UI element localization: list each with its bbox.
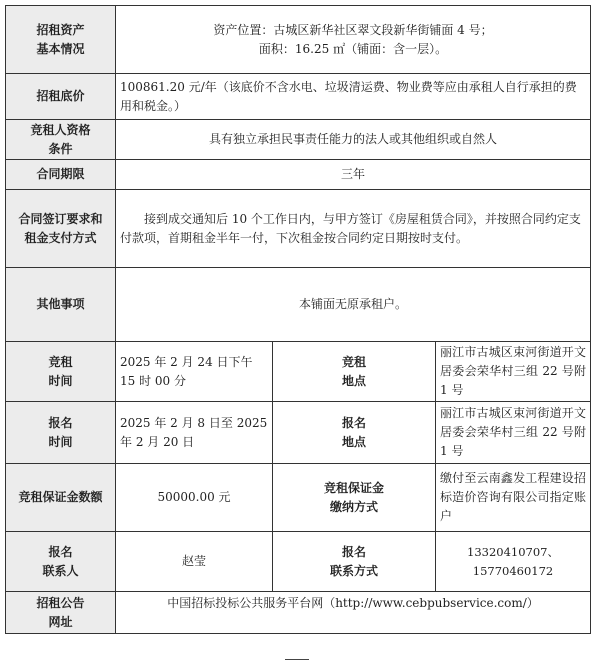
contact-row bbox=[6, 532, 591, 592]
asset-row bbox=[6, 6, 591, 74]
bid-time-label: 竞租 时间 bbox=[6, 342, 116, 402]
reg-place-value: 丽江市古城区束河街道开文居委会荣华村三组 22 号附 1 号 bbox=[436, 402, 591, 464]
asset-value bbox=[116, 6, 591, 74]
reg-time-label: 报名 时间 bbox=[6, 402, 116, 464]
registration-row bbox=[6, 402, 591, 464]
bid-place-label: 竞租 地点 bbox=[273, 342, 436, 402]
qualification-label: 竞租人资格 条件 bbox=[6, 120, 116, 160]
notice-row bbox=[6, 592, 591, 634]
term-label: 合同期限 bbox=[6, 160, 116, 190]
reg-place-label: 报名 地点 bbox=[273, 402, 436, 464]
deposit-row bbox=[6, 464, 591, 532]
other-label: 其他事项 bbox=[6, 268, 116, 342]
price-label: 招租底价 bbox=[6, 74, 116, 120]
contact-phone: 13320410707、15770460172 bbox=[436, 532, 591, 592]
bid-time-value: 2025 年 2 月 24 日下午 15 时 00 分 bbox=[116, 342, 273, 402]
price-value: 100861.20 元/年（该底价不含水电、垃圾清运费、物业费等应由承租人自行承担的费用和税金。） bbox=[116, 74, 591, 120]
signing-value: 接到成交通知后 10 个工作日内，与甲方签订《房屋租赁合同》，并按照合同约定支付款项，首期租金半年一付，下次租金按合同约定日期按时支付。 bbox=[116, 190, 591, 268]
term-row bbox=[6, 160, 591, 190]
other-row bbox=[6, 268, 591, 342]
contact-label: 报名 联系人 bbox=[6, 532, 116, 592]
price-row bbox=[6, 74, 591, 120]
notice-value: 中国招标投标公共服务平台网（http://www.cebpubservice.com/） bbox=[116, 592, 591, 634]
qualification-row bbox=[6, 120, 591, 160]
notice-label: 招租公告 网址 bbox=[6, 592, 116, 634]
asset-location: 资产位置：古城区新华社区翠文段新华街铺面 4 号； bbox=[213, 22, 493, 37]
deposit-method-value: 缴付至云南鑫发工程建设招标造价咨询有限公司指定账户 bbox=[436, 464, 591, 532]
deposit-label: 竞租保证金数额 bbox=[6, 464, 116, 532]
deposit-method-label: 竞租保证金 缴纳方式 bbox=[273, 464, 436, 532]
reg-time-value: 2025 年 2 月 8 日至 2025 年 2 月 20 日 bbox=[116, 402, 273, 464]
asset-area: 面积：16.25 ㎡（铺面：含一层）。 bbox=[258, 41, 448, 56]
signing-label: 合同签订要求和 租金支付方式 bbox=[6, 190, 116, 268]
contact-method-label: 报名 联系方式 bbox=[273, 532, 436, 592]
contact-name: 赵莹 bbox=[116, 532, 273, 592]
deposit-amount: 50000.00 元 bbox=[116, 464, 273, 532]
page-separator bbox=[285, 659, 309, 660]
signing-row bbox=[6, 190, 591, 268]
other-value: 本铺面无原承租户。 bbox=[116, 268, 591, 342]
qualification-value: 具有独立承担民事责任能力的法人或其他组织或自然人 bbox=[116, 120, 591, 160]
asset-label: 招租资产 基本情况 bbox=[6, 6, 116, 74]
term-value: 三年 bbox=[116, 160, 591, 190]
lease-notice-table bbox=[5, 5, 591, 634]
bid-place-value: 丽江市古城区束河街道开文居委会荣华村三组 22 号附 1 号 bbox=[436, 342, 591, 402]
bid-row bbox=[6, 342, 591, 402]
